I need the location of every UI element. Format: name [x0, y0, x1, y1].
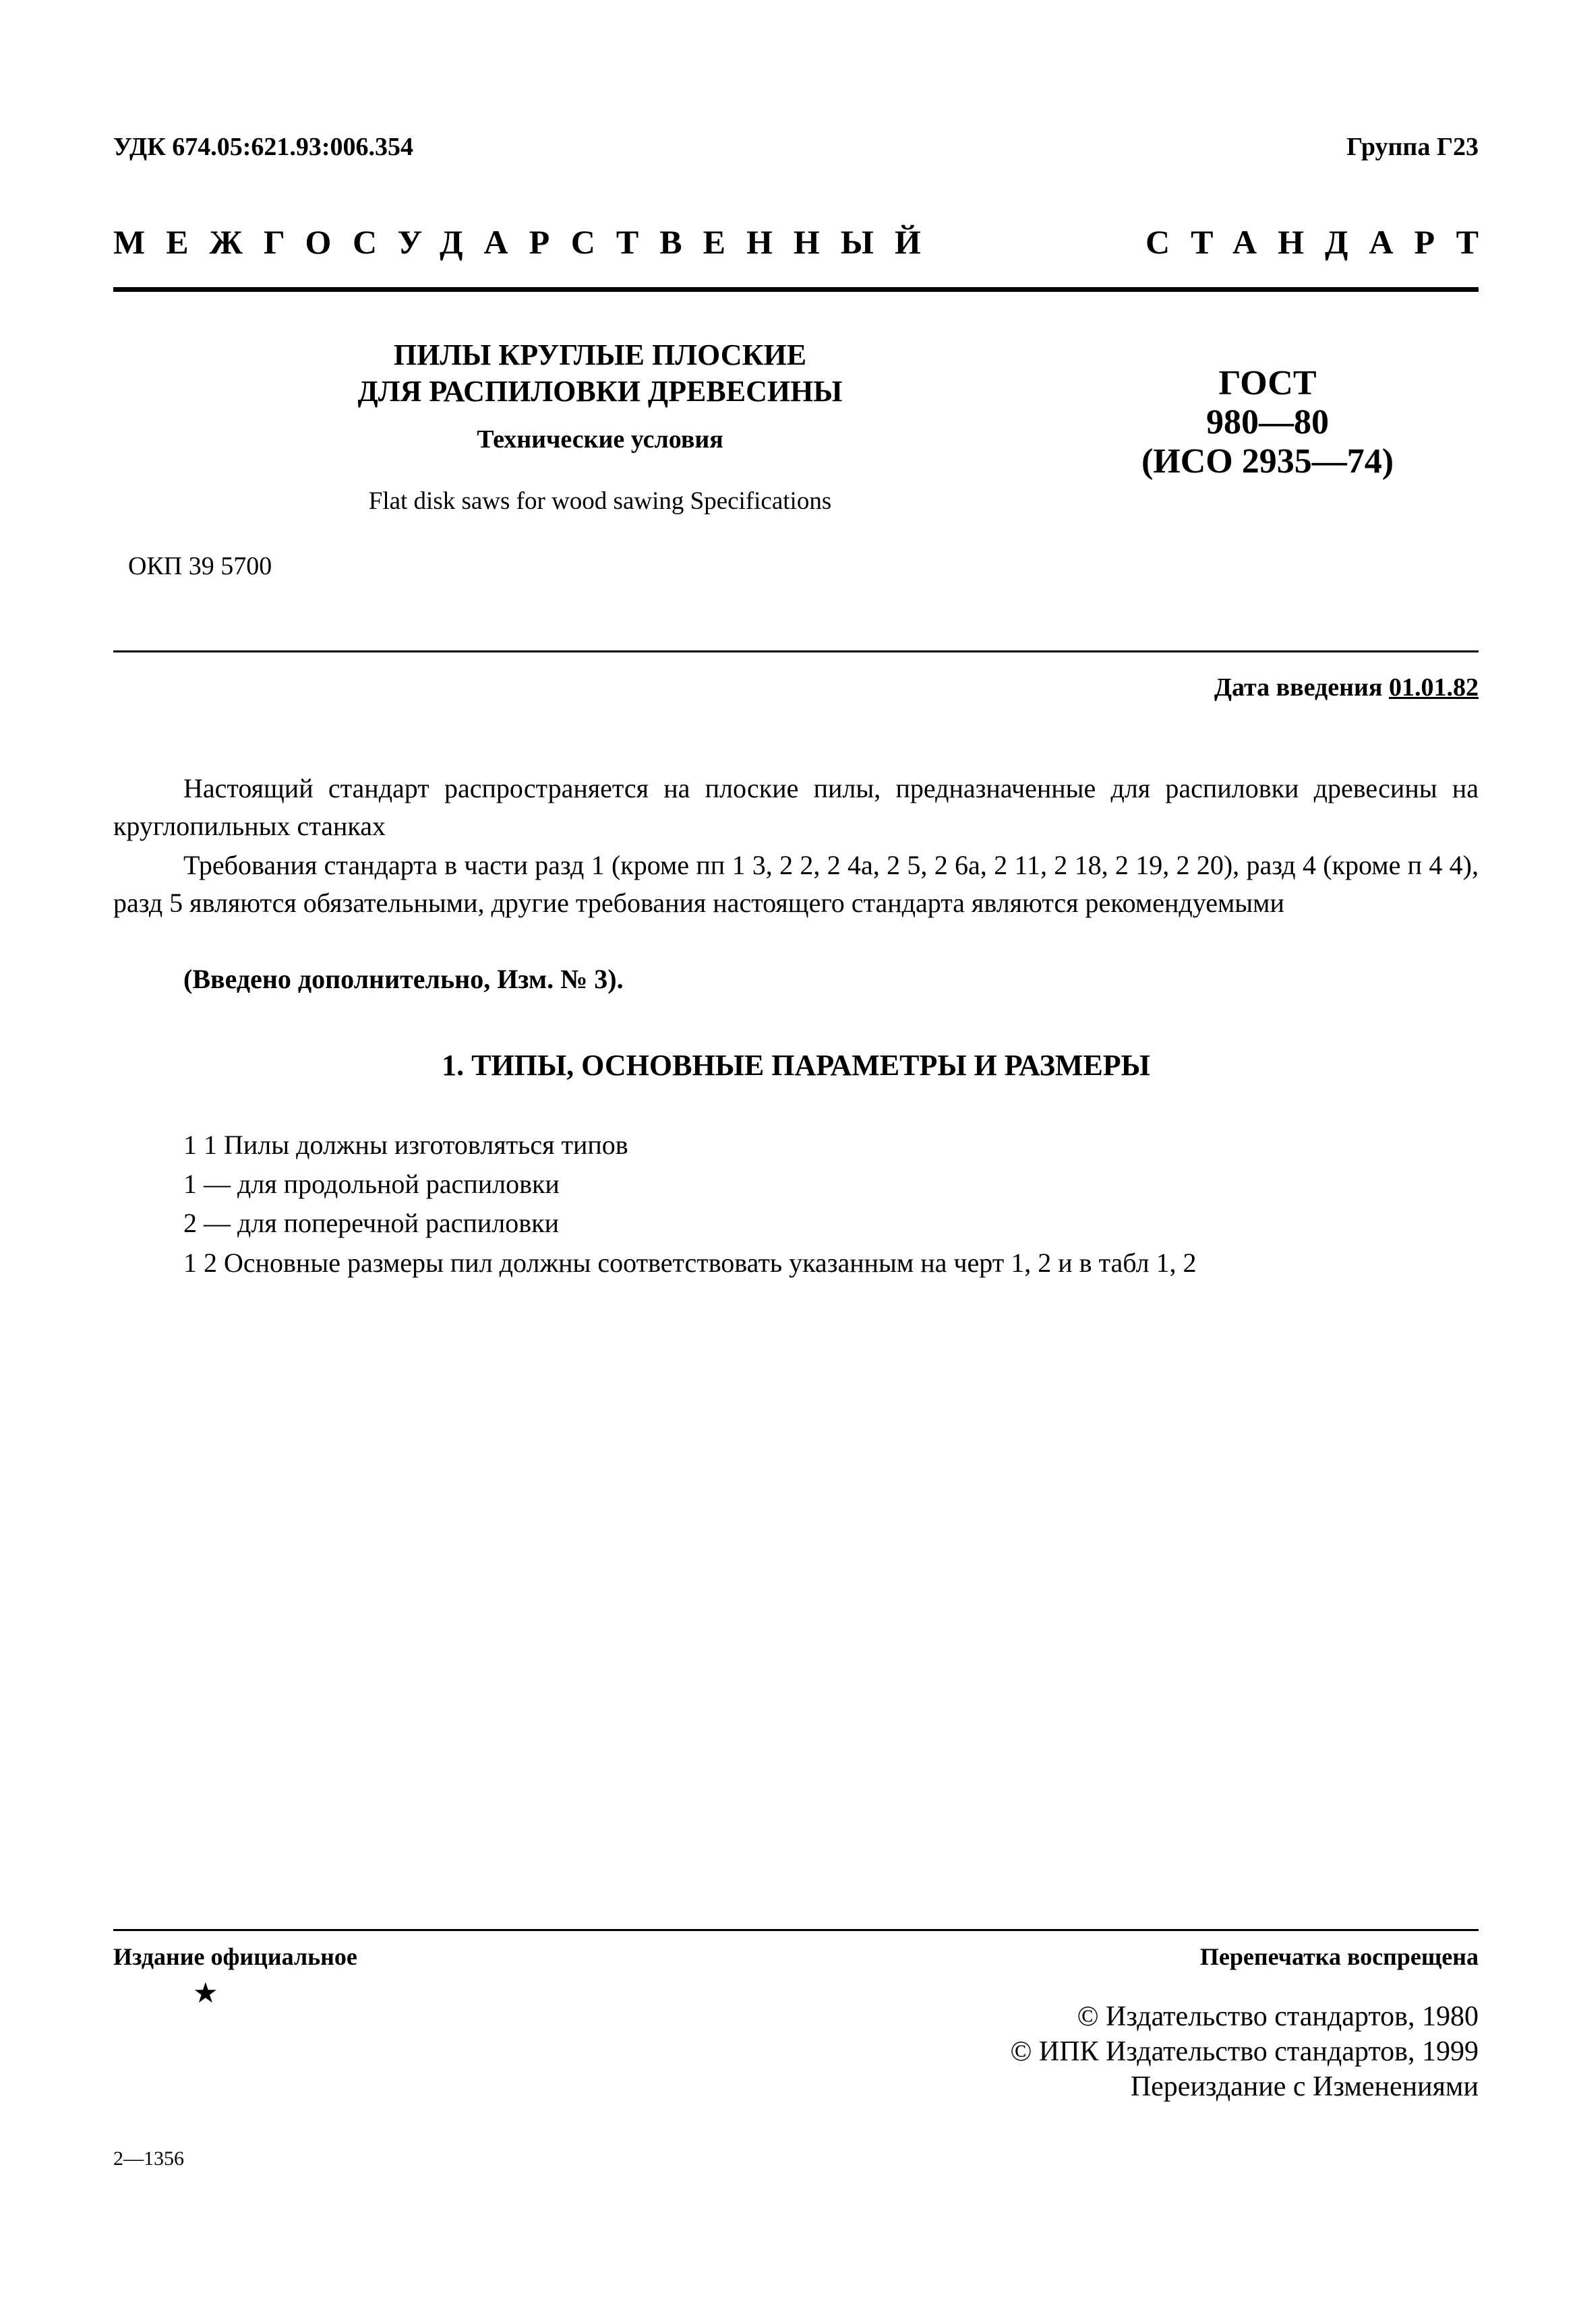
print-code: 2—1356	[113, 2147, 184, 2170]
date-value: 01.01.82	[1389, 673, 1479, 702]
title-divider	[113, 650, 1479, 652]
clause-1-2: 1 2 Основные размеры пил должны соответствовать указанным на черт 1, 2 и в табл 1, 2	[183, 1248, 1197, 1278]
copyright-1999: © ИПК Издательство стандартов, 1999	[1010, 2036, 1479, 2067]
footer-divider	[113, 1929, 1479, 1931]
introduction-date	[1214, 673, 1479, 702]
document-title	[202, 337, 998, 516]
gost-label: ГОСТ	[1218, 364, 1317, 402]
banner-interstate: МЕЖГОСУДАРСТВЕННЫЙ	[113, 223, 942, 261]
clause-1-1: 1 1 Пилы должны изготовляться типов	[183, 1130, 628, 1160]
saw-type-2: 2 — для поперечной распиловки	[183, 1208, 559, 1238]
title-line-1: ПИЛЫ КРУГЛЫЕ ПЛОСКИЕ	[393, 338, 807, 371]
english-title: Flat disk saws for wood sawing Specifications	[368, 487, 832, 515]
intro-paragraph-2: Требования стандарта в части разд 1 (кроме пп 1 3, 2 2, 2 4а, 2 5, 2 6а, 2 11, 2 18, 2 19, 2 20), разд 4 (кроме п 4 4), разд 5 являются обязательными, другие требования настоящего стандарта являются рекомендуемыми	[113, 850, 1479, 918]
star-mark: ★	[193, 1978, 218, 2009]
intro-paragraph-1: Настоящий стандарт распространяется на плоские пилы, предназначенные для распиловки древесины на круглопильных станках	[113, 773, 1479, 841]
gost-number: 980—80	[1206, 403, 1329, 441]
section-1-heading: 1. ТИПЫ, ОСНОВНЫЕ ПАРАМЕТРЫ И РАЗМЕРЫ	[442, 1049, 1150, 1082]
amendment-note: (Введено дополнительно, Изм. № 3).	[183, 964, 624, 994]
copyright-block	[1010, 1999, 1479, 2104]
banner-standard: СТАНДАРТ	[1145, 223, 1499, 261]
header-divider	[113, 287, 1479, 292]
title-subtitle: Технические условия	[477, 425, 723, 454]
date-label: Дата введения	[1214, 673, 1383, 702]
group-code: Группа Г23	[1346, 133, 1479, 161]
saw-type-1: 1 — для продольной распиловки	[183, 1169, 560, 1199]
title-line-2: ДЛЯ РАСПИЛОВКИ ДРЕВЕСИНЫ	[357, 375, 843, 408]
gost-designation	[1106, 364, 1429, 481]
copyright-1980: © Издательство стандартов, 1980	[1077, 2001, 1479, 2032]
reprint-prohibited: Перепечатка воспрещена	[1199, 1943, 1479, 1970]
iso-number: (ИСО 2935—74)	[1141, 442, 1394, 481]
reissue-note: Переиздание с Изменениями	[1130, 2071, 1479, 2102]
okp-code: ОКП 39 5700	[128, 552, 272, 580]
udk-code: УДК 674.05:621.93:006.354	[113, 133, 414, 161]
official-edition: Издание официальное	[113, 1943, 357, 1970]
